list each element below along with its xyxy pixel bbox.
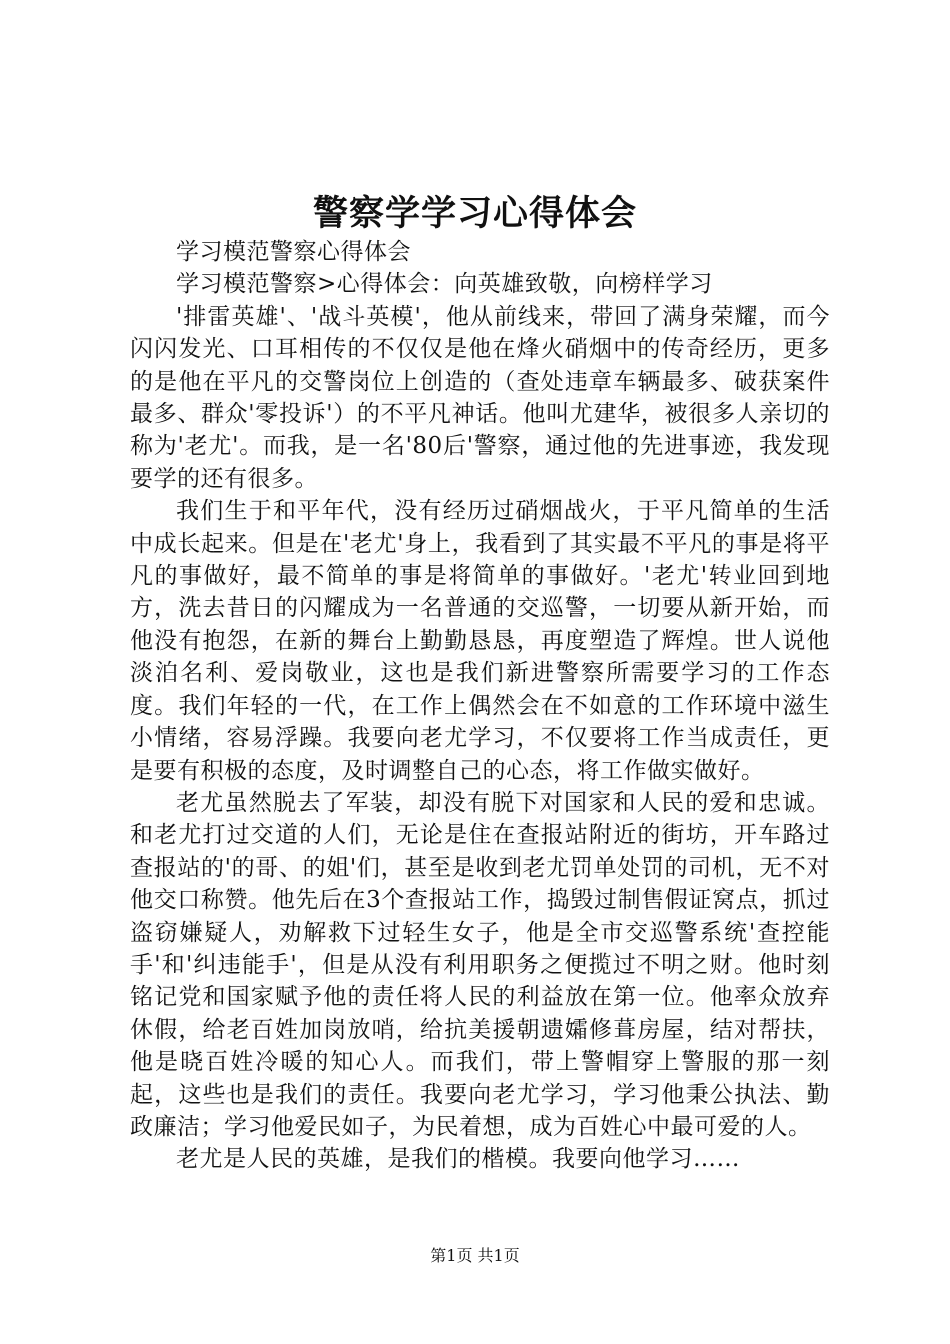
paragraph-heading: 学习模范警察>心得体会：向英雄致敬，向榜样学习: [176, 271, 713, 298]
paragraph-2: 我们生于和平年代，没有经历过硝烟战火，于平凡简单的生活中成长起来。但是在'老尤'身上，我看到了其实最不平凡的事是将平凡的事做好，最不简单的事是将简单的事做好。'老尤'转业回到地方，洗去昔日的闪耀成为一名普通的交巡警，一切要从新开始，而他没有抱怨，在新的舞台上勤勤恳恳，再度塑造了辉煌。世人说他淡泊名利、爱岗敬业，这也是我们新进警察所需要学习的工作态度。我们年轻的一代，在工作上偶然会在不如意的工作环境中滋生小情绪，容易浮躁。我要向老尤学习，不仅要将工作当成责任，更是要有积极的态度，及时调整自己的心态，将工作做实做好。: [130, 498, 830, 784]
document-body: [130, 236, 830, 1176]
paragraph-4: 老尤是人民的英雄，是我们的楷模。我要向他学习……: [176, 1146, 740, 1173]
paragraph-1: '排雷英雄'、'战斗英模'，他从前线来，带回了满身荣耀，而今闪闪发光、口耳相传的不仅仅是他在烽火硝烟中的传奇经历，更多的是他在平凡的交警岗位上创造的（查处违章车辆最多、破获案件最多、群众'零投诉'）的不平凡神话。他叫尤建华，被很多人亲切的称为'老尤'。而我，是一名'80后'警察，通过他的先进事迹，我发现要学的还有很多。: [130, 303, 830, 492]
paragraph-subtitle: 学习模范警察心得体会: [176, 239, 411, 265]
page-footer: 第1页 共1页: [430, 1246, 520, 1265]
paragraph-3: 老尤虽然脱去了军装，却没有脱下对国家和人民的爱和忠诚。和老尤打过交道的人们，无论是住在查报站附近的街坊，开车路过查报站的'的哥、的姐'们，甚至是收到老尤罚单处罚的司机，无不对他交口称赞。他先后在3个查报站工作，捣毁过制售假证窝点，抓过盗窃嫌疑人，劝解救下过轻生女子，他是全市交巡警系统'查控能手'和'纠违能手'，但是从没有利用职务之便揽过不明之财。他时刻铭记党和国家赋予他的责任将人民的利益放在第一位。他率众放弃休假，给老百姓加岗放哨，给抗美援朝遗孀修葺房屋，结对帮扶，他是晓百姓冷暖的知心人。而我们，带上警帽穿上警服的那一刻起，这些也是我们的责任。我要向老尤学习，学习他秉公执法、勤政廉洁；学习他爱民如子，为民着想，成为百姓心中最可爱的人。: [130, 789, 830, 1140]
document-title: 警察学学习心得体会: [312, 193, 637, 234]
